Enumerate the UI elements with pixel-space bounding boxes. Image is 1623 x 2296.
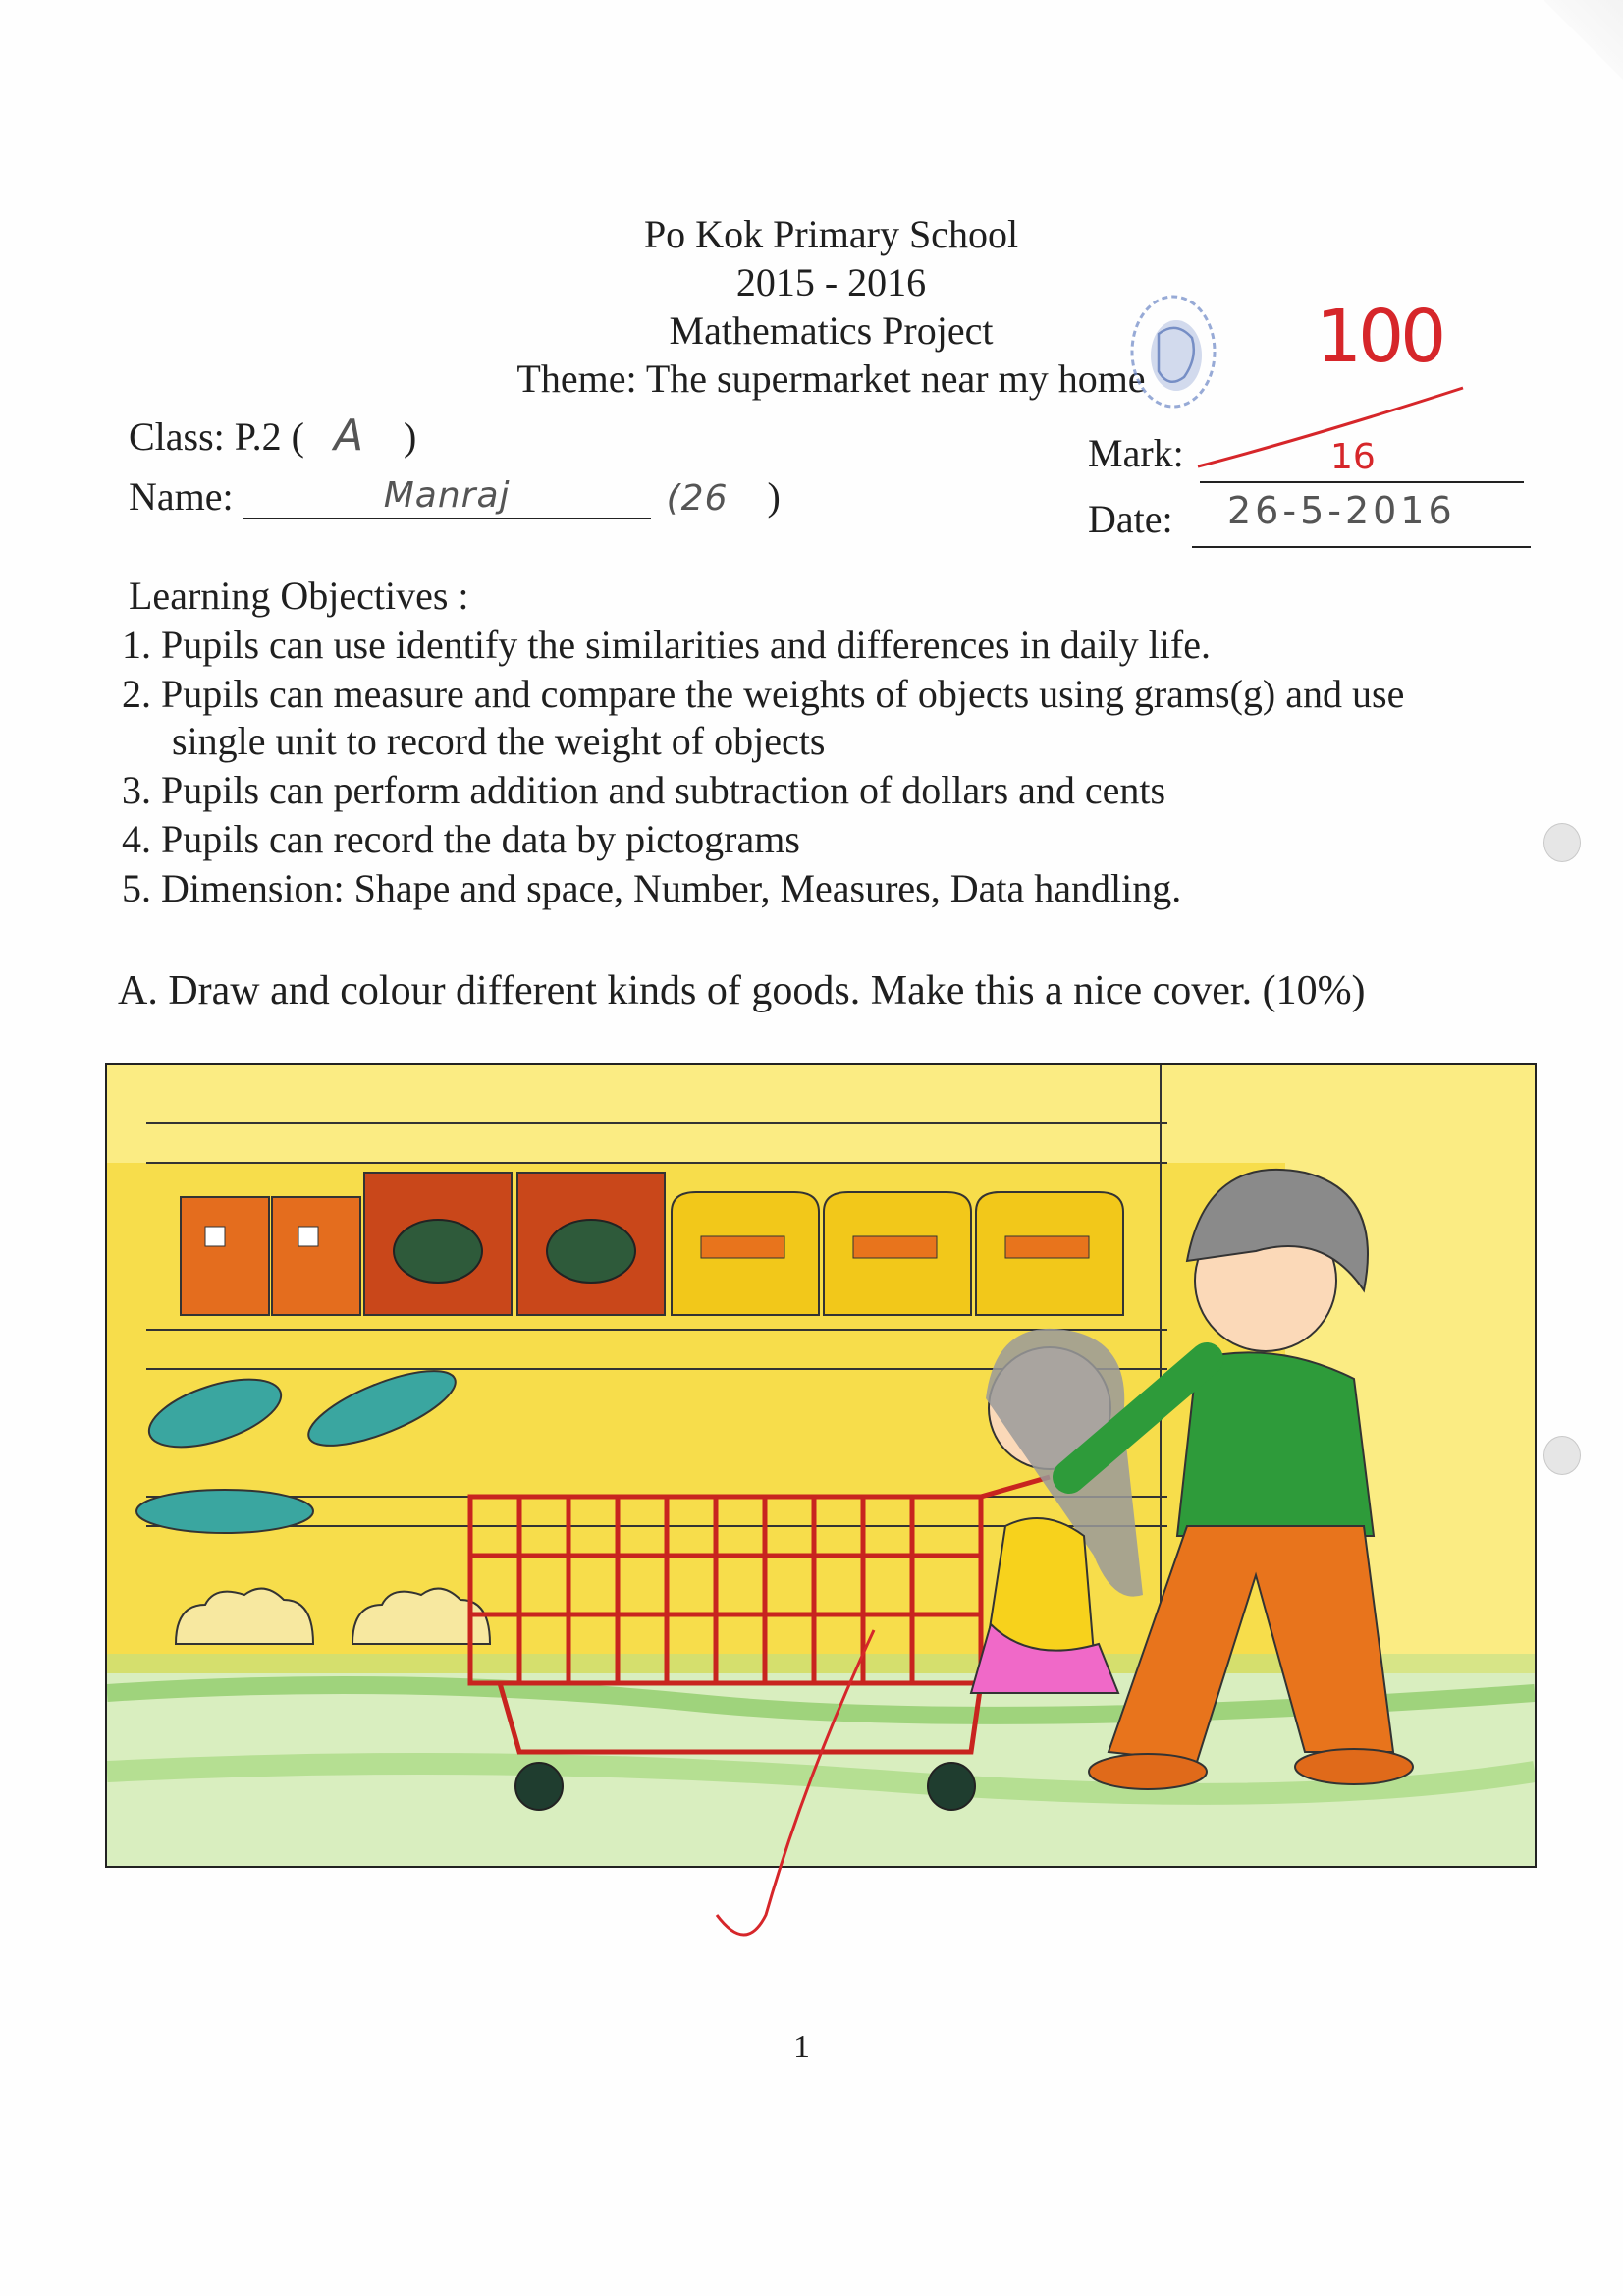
mark-label: Mark: (1088, 431, 1184, 475)
objective-item (122, 671, 1536, 765)
objective-number: 1. (122, 623, 151, 667)
objective-item (122, 767, 1536, 814)
date-underline (1192, 546, 1531, 548)
objective-text: Pupils can record the data by pictograms (161, 817, 800, 861)
mark-underline (1200, 481, 1524, 483)
school-name: Po Kok Primary School (643, 212, 1019, 256)
page-number: 1 (793, 2029, 810, 2065)
task-instruction: A. Draw and colour different kinds of goods. Make this a nice cover. (10%) (118, 968, 1366, 1013)
project-subject: Mathematics Project (669, 308, 994, 353)
objective-item (122, 816, 1536, 863)
objective-text: Pupils can use identify the similarities and differences in daily life. (161, 623, 1211, 667)
objective-item (122, 622, 1536, 669)
name-label: Name: (129, 474, 234, 519)
name-close: ) (767, 474, 781, 519)
name-value: Manraj (243, 474, 651, 519)
binder-hole-icon (1543, 823, 1581, 862)
date-label: Date: (1088, 497, 1173, 541)
objective-number: 2. (122, 672, 151, 716)
objective-text: Pupils can measure and compare the weights of objects using grams(g) and use (161, 672, 1405, 716)
objective-text: Dimension: Shape and space, Number, Measures, Data handling. (161, 866, 1182, 910)
objective-text: Pupils can perform addition and subtraction of dollars and cents (161, 768, 1166, 812)
objectives-title: Learning Objectives : (129, 574, 469, 618)
objectives-list (122, 622, 1536, 914)
name-field (129, 473, 781, 519)
objective-item (122, 865, 1536, 912)
date-value: 26-5-2016 (1227, 489, 1456, 532)
project-theme: Theme: The supermarket near my home (516, 356, 1146, 401)
objective-number: 5. (122, 866, 151, 910)
mark-value: 16 (1330, 437, 1376, 477)
class-value: A (333, 410, 365, 461)
class-field (129, 410, 416, 461)
score-value: 100 (1316, 295, 1443, 379)
class-label: Class: P.2 ( (129, 414, 304, 459)
red-check-mark-icon (707, 1620, 884, 1954)
school-year: 2015 - 2016 (735, 260, 927, 304)
objective-number: 4. (122, 817, 151, 861)
name-number: (26 (666, 478, 729, 519)
objective-number: 3. (122, 768, 151, 812)
class-close: ) (404, 414, 417, 459)
objective-text-continued: single unit to record the weight of objects (172, 719, 826, 763)
binder-hole-icon (1543, 1436, 1581, 1475)
